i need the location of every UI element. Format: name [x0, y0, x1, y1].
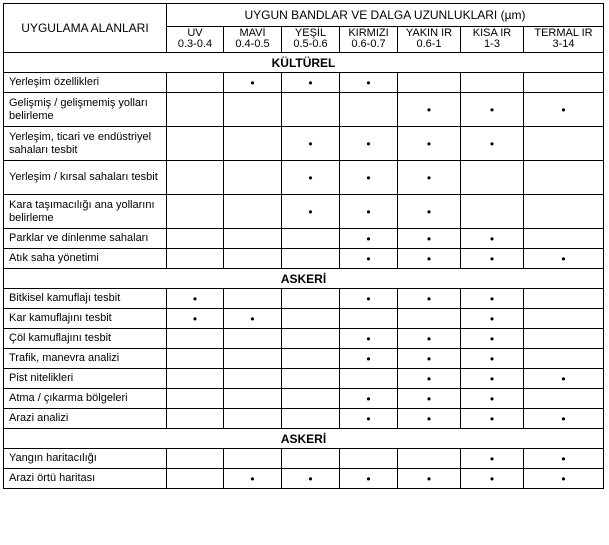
empty-cell: [224, 389, 282, 409]
empty-cell: [461, 161, 524, 195]
band-mark-cell: [282, 161, 340, 195]
table-row: [4, 161, 604, 195]
section-title: KÜLTÜREL: [4, 53, 604, 73]
band-header: [524, 27, 604, 53]
band-name: YEŞİL: [294, 27, 327, 39]
bullet-icon: •: [561, 411, 566, 426]
table-row: [4, 229, 604, 249]
application-area-label: Trafik, manevra analizi: [4, 349, 167, 369]
application-area-label: Yerleşim, ticari ve endüstriyel sahaları tesbit: [4, 127, 167, 161]
bullet-icon: •: [250, 311, 255, 326]
band-mark-cell: [461, 389, 524, 409]
empty-cell: [524, 229, 604, 249]
empty-cell: [398, 449, 461, 469]
table-row: [4, 73, 604, 93]
band-mark-cell: [398, 329, 461, 349]
bullet-icon: •: [366, 291, 371, 306]
bullet-icon: •: [192, 291, 198, 306]
bullet-icon: •: [426, 291, 432, 306]
bullet-icon: •: [426, 411, 432, 426]
band-mark-cell: [398, 93, 461, 127]
band-mark-cell: [398, 161, 461, 195]
band-mark-cell: [461, 249, 524, 269]
band-mark-cell: [282, 195, 340, 229]
empty-cell: [340, 369, 398, 389]
bullet-icon: •: [561, 102, 566, 117]
empty-cell: [461, 73, 524, 93]
bullet-icon: •: [366, 471, 371, 486]
table-row: [4, 409, 604, 429]
band-mark-cell: [340, 349, 398, 369]
application-area-label: Yerleşim / kırsal sahaları tesbit: [4, 161, 167, 195]
bullet-icon: •: [426, 231, 432, 246]
band-mark-cell: [398, 195, 461, 229]
bullet-icon: •: [426, 170, 432, 185]
bullet-icon: •: [308, 170, 313, 185]
band-header: [340, 27, 398, 53]
table-row: [4, 349, 604, 369]
empty-cell: [167, 161, 224, 195]
empty-cell: [224, 249, 282, 269]
empty-cell: [340, 449, 398, 469]
empty-cell: [282, 409, 340, 429]
empty-cell: [167, 469, 224, 489]
band-mark-cell: [461, 229, 524, 249]
empty-cell: [461, 195, 524, 229]
empty-cell: [167, 73, 224, 93]
band-mark-cell: [398, 369, 461, 389]
application-area-label: Kar kamuflajını tesbit: [4, 309, 167, 329]
empty-cell: [167, 389, 224, 409]
band-mark-cell: [398, 409, 461, 429]
empty-cell: [167, 195, 224, 229]
band-mark-cell: [524, 369, 604, 389]
bullet-icon: •: [489, 451, 495, 466]
empty-cell: [224, 449, 282, 469]
bullet-icon: •: [561, 451, 566, 466]
bullet-icon: •: [489, 411, 495, 426]
band-mark-cell: [524, 249, 604, 269]
band-name: UV: [187, 27, 203, 39]
band-mark-cell: [461, 349, 524, 369]
band-mark-cell: [340, 229, 398, 249]
empty-cell: [282, 389, 340, 409]
band-mark-cell: [224, 309, 282, 329]
empty-cell: [340, 309, 398, 329]
bullet-icon: •: [366, 75, 371, 90]
empty-cell: [167, 329, 224, 349]
empty-cell: [167, 349, 224, 369]
bullet-icon: •: [489, 391, 495, 406]
band-header: [282, 27, 340, 53]
empty-cell: [524, 161, 604, 195]
bullet-icon: •: [489, 231, 495, 246]
bullet-icon: •: [489, 311, 495, 326]
band-mark-cell: [167, 289, 224, 309]
band-mark-cell: [524, 409, 604, 429]
bullet-icon: •: [489, 351, 495, 366]
application-area-label: Arazi örtü haritası: [4, 469, 167, 489]
bullet-icon: •: [366, 331, 371, 346]
bullet-icon: •: [308, 136, 313, 151]
band-mark-cell: [461, 127, 524, 161]
table-row: [4, 469, 604, 489]
empty-cell: [224, 329, 282, 349]
empty-cell: [167, 409, 224, 429]
band-mark-cell: [398, 229, 461, 249]
empty-cell: [340, 93, 398, 127]
table-row: [4, 195, 604, 229]
application-area-label: Yerleşim özellikleri: [4, 73, 167, 93]
band-mark-cell: [461, 369, 524, 389]
band-mark-cell: [461, 329, 524, 349]
empty-cell: [167, 93, 224, 127]
bullet-icon: •: [366, 411, 371, 426]
bullet-icon: •: [192, 311, 198, 326]
empty-cell: [224, 369, 282, 389]
empty-cell: [282, 329, 340, 349]
bullet-icon: •: [561, 251, 566, 266]
band-mark-cell: [224, 73, 282, 93]
band-range: 1-3: [484, 38, 500, 50]
bullet-icon: •: [561, 371, 566, 386]
band-mark-cell: [461, 469, 524, 489]
section-row: [4, 429, 604, 449]
bullet-icon: •: [366, 251, 371, 266]
application-area-label: Kara taşımacılığı ana yollarını belirleme: [4, 195, 167, 229]
bullet-icon: •: [366, 391, 371, 406]
application-area-label: Bitkisel kamuflajı tesbit: [4, 289, 167, 309]
section-row: [4, 269, 604, 289]
empty-cell: [282, 249, 340, 269]
empty-cell: [167, 127, 224, 161]
empty-cell: [282, 289, 340, 309]
section-title: ASKERİ: [4, 429, 604, 449]
band-mark-cell: [461, 309, 524, 329]
bullet-icon: •: [426, 371, 432, 386]
bullet-icon: •: [489, 471, 495, 486]
bullet-icon: •: [426, 102, 432, 117]
bullet-icon: •: [250, 75, 255, 90]
empty-cell: [524, 349, 604, 369]
empty-cell: [167, 369, 224, 389]
section-title: ASKERİ: [4, 269, 604, 289]
band-name: YAKIN IR: [405, 27, 453, 39]
bullet-icon: •: [426, 471, 432, 486]
band-mark-cell: [398, 289, 461, 309]
empty-cell: [524, 73, 604, 93]
bullet-icon: •: [426, 251, 432, 266]
band-mark-cell: [398, 349, 461, 369]
empty-cell: [282, 349, 340, 369]
band-mark-cell: [340, 469, 398, 489]
bullet-icon: •: [308, 204, 313, 219]
band-mark-cell: [340, 73, 398, 93]
table-container: [3, 3, 604, 489]
band-header: [167, 27, 224, 53]
empty-cell: [282, 449, 340, 469]
empty-cell: [224, 93, 282, 127]
bullet-icon: •: [366, 136, 371, 151]
bullet-icon: •: [426, 351, 432, 366]
band-mark-cell: [340, 195, 398, 229]
bullet-icon: •: [250, 471, 255, 486]
band-name: KIRMIZI: [348, 27, 389, 39]
band-mark-cell: [461, 289, 524, 309]
bullet-icon: •: [489, 102, 495, 117]
bullet-icon: •: [308, 75, 313, 90]
empty-cell: [524, 289, 604, 309]
empty-cell: [524, 195, 604, 229]
band-mark-cell: [282, 73, 340, 93]
table-body: [4, 53, 604, 489]
empty-cell: [282, 93, 340, 127]
empty-cell: [524, 389, 604, 409]
table-row: [4, 289, 604, 309]
band-mark-cell: [398, 469, 461, 489]
band-mark-cell: [524, 93, 604, 127]
empty-cell: [224, 127, 282, 161]
band-mark-cell: [282, 469, 340, 489]
empty-cell: [224, 195, 282, 229]
application-area-label: Atık saha yönetimi: [4, 249, 167, 269]
bullet-icon: •: [489, 371, 495, 386]
empty-cell: [224, 289, 282, 309]
bullet-icon: •: [489, 136, 495, 151]
empty-cell: [524, 309, 604, 329]
band-range: 0.5-0.6: [293, 38, 328, 50]
table-row: [4, 127, 604, 161]
section-row: [4, 53, 604, 73]
application-area-label: Atma / çıkarma bölgeleri: [4, 389, 167, 409]
band-mark-cell: [398, 389, 461, 409]
band-mark-cell: [398, 127, 461, 161]
table-row: [4, 389, 604, 409]
band-mark-cell: [524, 449, 604, 469]
band-mark-cell: [524, 469, 604, 489]
application-areas-header: UYGULAMA ALANLARI: [4, 4, 167, 53]
bullet-icon: •: [366, 204, 371, 219]
bands-header: UYGUN BANDLAR VE DALGA UZUNLUKLARI (µm): [167, 4, 604, 27]
bullet-icon: •: [308, 471, 313, 486]
band-mark-cell: [461, 409, 524, 429]
band-mark-cell: [340, 409, 398, 429]
bands-table: [3, 3, 604, 489]
band-mark-cell: [340, 249, 398, 269]
empty-cell: [282, 229, 340, 249]
band-mark-cell: [224, 469, 282, 489]
empty-cell: [167, 449, 224, 469]
bullet-icon: •: [426, 204, 432, 219]
table-row: [4, 369, 604, 389]
table-row: [4, 249, 604, 269]
band-header: [224, 27, 282, 53]
bullet-icon: •: [489, 291, 495, 306]
band-mark-cell: [340, 127, 398, 161]
application-area-label: Çöl kamuflajını tesbit: [4, 329, 167, 349]
band-name: TERMAL IR: [534, 27, 593, 39]
empty-cell: [224, 161, 282, 195]
empty-cell: [524, 329, 604, 349]
band-mark-cell: [398, 249, 461, 269]
table-row: [4, 449, 604, 469]
bullet-icon: •: [489, 331, 495, 346]
band-mark-cell: [167, 309, 224, 329]
bullet-icon: •: [426, 136, 432, 151]
empty-cell: [167, 249, 224, 269]
band-header: [398, 27, 461, 53]
empty-cell: [398, 73, 461, 93]
band-mark-cell: [340, 389, 398, 409]
band-mark-cell: [282, 127, 340, 161]
band-mark-cell: [340, 289, 398, 309]
bullet-icon: •: [489, 251, 495, 266]
empty-cell: [398, 309, 461, 329]
band-range: 3-14: [552, 38, 575, 50]
empty-cell: [224, 409, 282, 429]
bullet-icon: •: [366, 170, 371, 185]
band-range: 0.6-1: [416, 38, 442, 50]
empty-cell: [282, 369, 340, 389]
empty-cell: [167, 229, 224, 249]
application-area-label: Gelişmiş / gelişmemiş yolları belirleme: [4, 93, 167, 127]
band-mark-cell: [461, 93, 524, 127]
application-area-label: Parklar ve dinlenme sahaları: [4, 229, 167, 249]
band-mark-cell: [340, 329, 398, 349]
bullet-icon: •: [561, 471, 566, 486]
band-range: 0.6-0.7: [351, 38, 386, 50]
application-area-label: Yangın haritacılığı: [4, 449, 167, 469]
bullet-icon: •: [366, 351, 371, 366]
bullet-icon: •: [366, 231, 371, 246]
empty-cell: [224, 349, 282, 369]
empty-cell: [282, 309, 340, 329]
application-area-label: Pist nitelikleri: [4, 369, 167, 389]
bullet-icon: •: [426, 391, 432, 406]
empty-cell: [224, 229, 282, 249]
table-row: [4, 93, 604, 127]
band-mark-cell: [340, 161, 398, 195]
band-range: 0.3-0.4: [177, 38, 213, 50]
band-header: [461, 27, 524, 53]
table-row: [4, 329, 604, 349]
band-mark-cell: [461, 449, 524, 469]
table-row: [4, 309, 604, 329]
band-name: KISA IR: [472, 27, 512, 39]
band-name: MAVİ: [239, 27, 266, 39]
application-area-label: Arazi analizi: [4, 409, 167, 429]
empty-cell: [524, 127, 604, 161]
bullet-icon: •: [426, 331, 432, 346]
band-range: 0.4-0.5: [235, 38, 270, 50]
